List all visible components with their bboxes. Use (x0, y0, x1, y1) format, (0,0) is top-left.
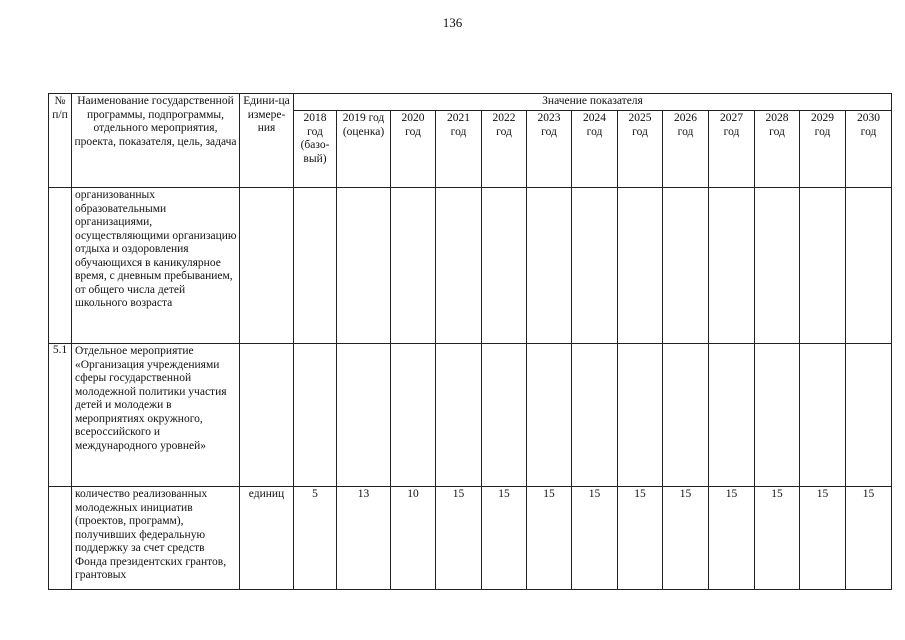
row-value: 13 (337, 487, 391, 590)
row-num (49, 487, 72, 590)
indicators-table (48, 93, 892, 590)
row-value: 10 (391, 487, 436, 590)
header-year: 2026 год (663, 111, 709, 188)
row-value (572, 344, 618, 487)
header-year: 2024 год (572, 111, 618, 188)
header-year: 2027 год (709, 111, 755, 188)
row-name: организованных образовательными организациями, осуществляющими организацию отдыха и оздоровления обучающихся в каникулярное время, с дневным пребыванием, от общего числа детей школьного возраста (72, 188, 240, 344)
header-year: 2019 год (оценка) (337, 111, 391, 188)
row-value (846, 188, 892, 344)
header-year: 2020 год (391, 111, 436, 188)
header-year: 2025 год (618, 111, 663, 188)
header-year: 2022 год (482, 111, 527, 188)
header-unit: Едини-ца измере-ния (240, 94, 294, 188)
row-value (755, 188, 800, 344)
header-year: 2029 год (800, 111, 846, 188)
row-value: 5 (294, 487, 337, 590)
row-value (663, 188, 709, 344)
table-row (49, 487, 892, 590)
row-num: 5.1 (49, 344, 72, 487)
header-year: 2021 год (436, 111, 482, 188)
row-value (846, 344, 892, 487)
header-year: 2030 год (846, 111, 892, 188)
row-value (337, 344, 391, 487)
row-value (527, 188, 572, 344)
row-value (436, 188, 482, 344)
row-value (572, 188, 618, 344)
row-value: 15 (618, 487, 663, 590)
row-value (482, 344, 527, 487)
row-value: 15 (482, 487, 527, 590)
row-value (618, 344, 663, 487)
row-value (800, 344, 846, 487)
row-unit: единиц (240, 487, 294, 590)
row-value (618, 188, 663, 344)
row-num (49, 188, 72, 344)
row-value (663, 344, 709, 487)
row-value (391, 344, 436, 487)
row-value (755, 344, 800, 487)
row-value (482, 188, 527, 344)
row-value: 15 (527, 487, 572, 590)
row-value: 15 (572, 487, 618, 590)
header-year: 2023 год (527, 111, 572, 188)
row-value (436, 344, 482, 487)
header-row-1 (49, 94, 892, 111)
header-name: Наименование государственной программы, подпрограммы, отдельного мероприятия, проекта, показателя, цель, задача (72, 94, 240, 188)
row-value (800, 188, 846, 344)
row-value (294, 344, 337, 487)
row-value: 15 (755, 487, 800, 590)
row-value: 15 (800, 487, 846, 590)
table-row (49, 188, 892, 344)
row-value (391, 188, 436, 344)
row-value (527, 344, 572, 487)
page-number: 136 (442, 15, 463, 30)
row-value: 15 (846, 487, 892, 590)
header-num: № п/п (49, 94, 72, 188)
row-value (709, 188, 755, 344)
row-value: 15 (436, 487, 482, 590)
row-unit (240, 344, 294, 487)
header-year: 2028 год (755, 111, 800, 188)
header-values-group: Значение показателя (294, 94, 892, 111)
row-value (294, 188, 337, 344)
row-name: количество реализованных молодежных инициатив (проектов, программ), получивших федеральную поддержку за счет средств Фонда президентских грантов, грантовых (72, 487, 240, 590)
row-value: 15 (663, 487, 709, 590)
row-value (337, 188, 391, 344)
table-row (49, 344, 892, 487)
header-year: 2018 год (базо-вый) (294, 111, 337, 188)
row-unit (240, 188, 294, 344)
row-value (709, 344, 755, 487)
row-name: Отдельное мероприятие «Организация учреждениями сферы государственной молодежной политики участия детей и молодежи в мероприятиях окружного, всероссийского и международного уровней» (72, 344, 240, 487)
row-value: 15 (709, 487, 755, 590)
